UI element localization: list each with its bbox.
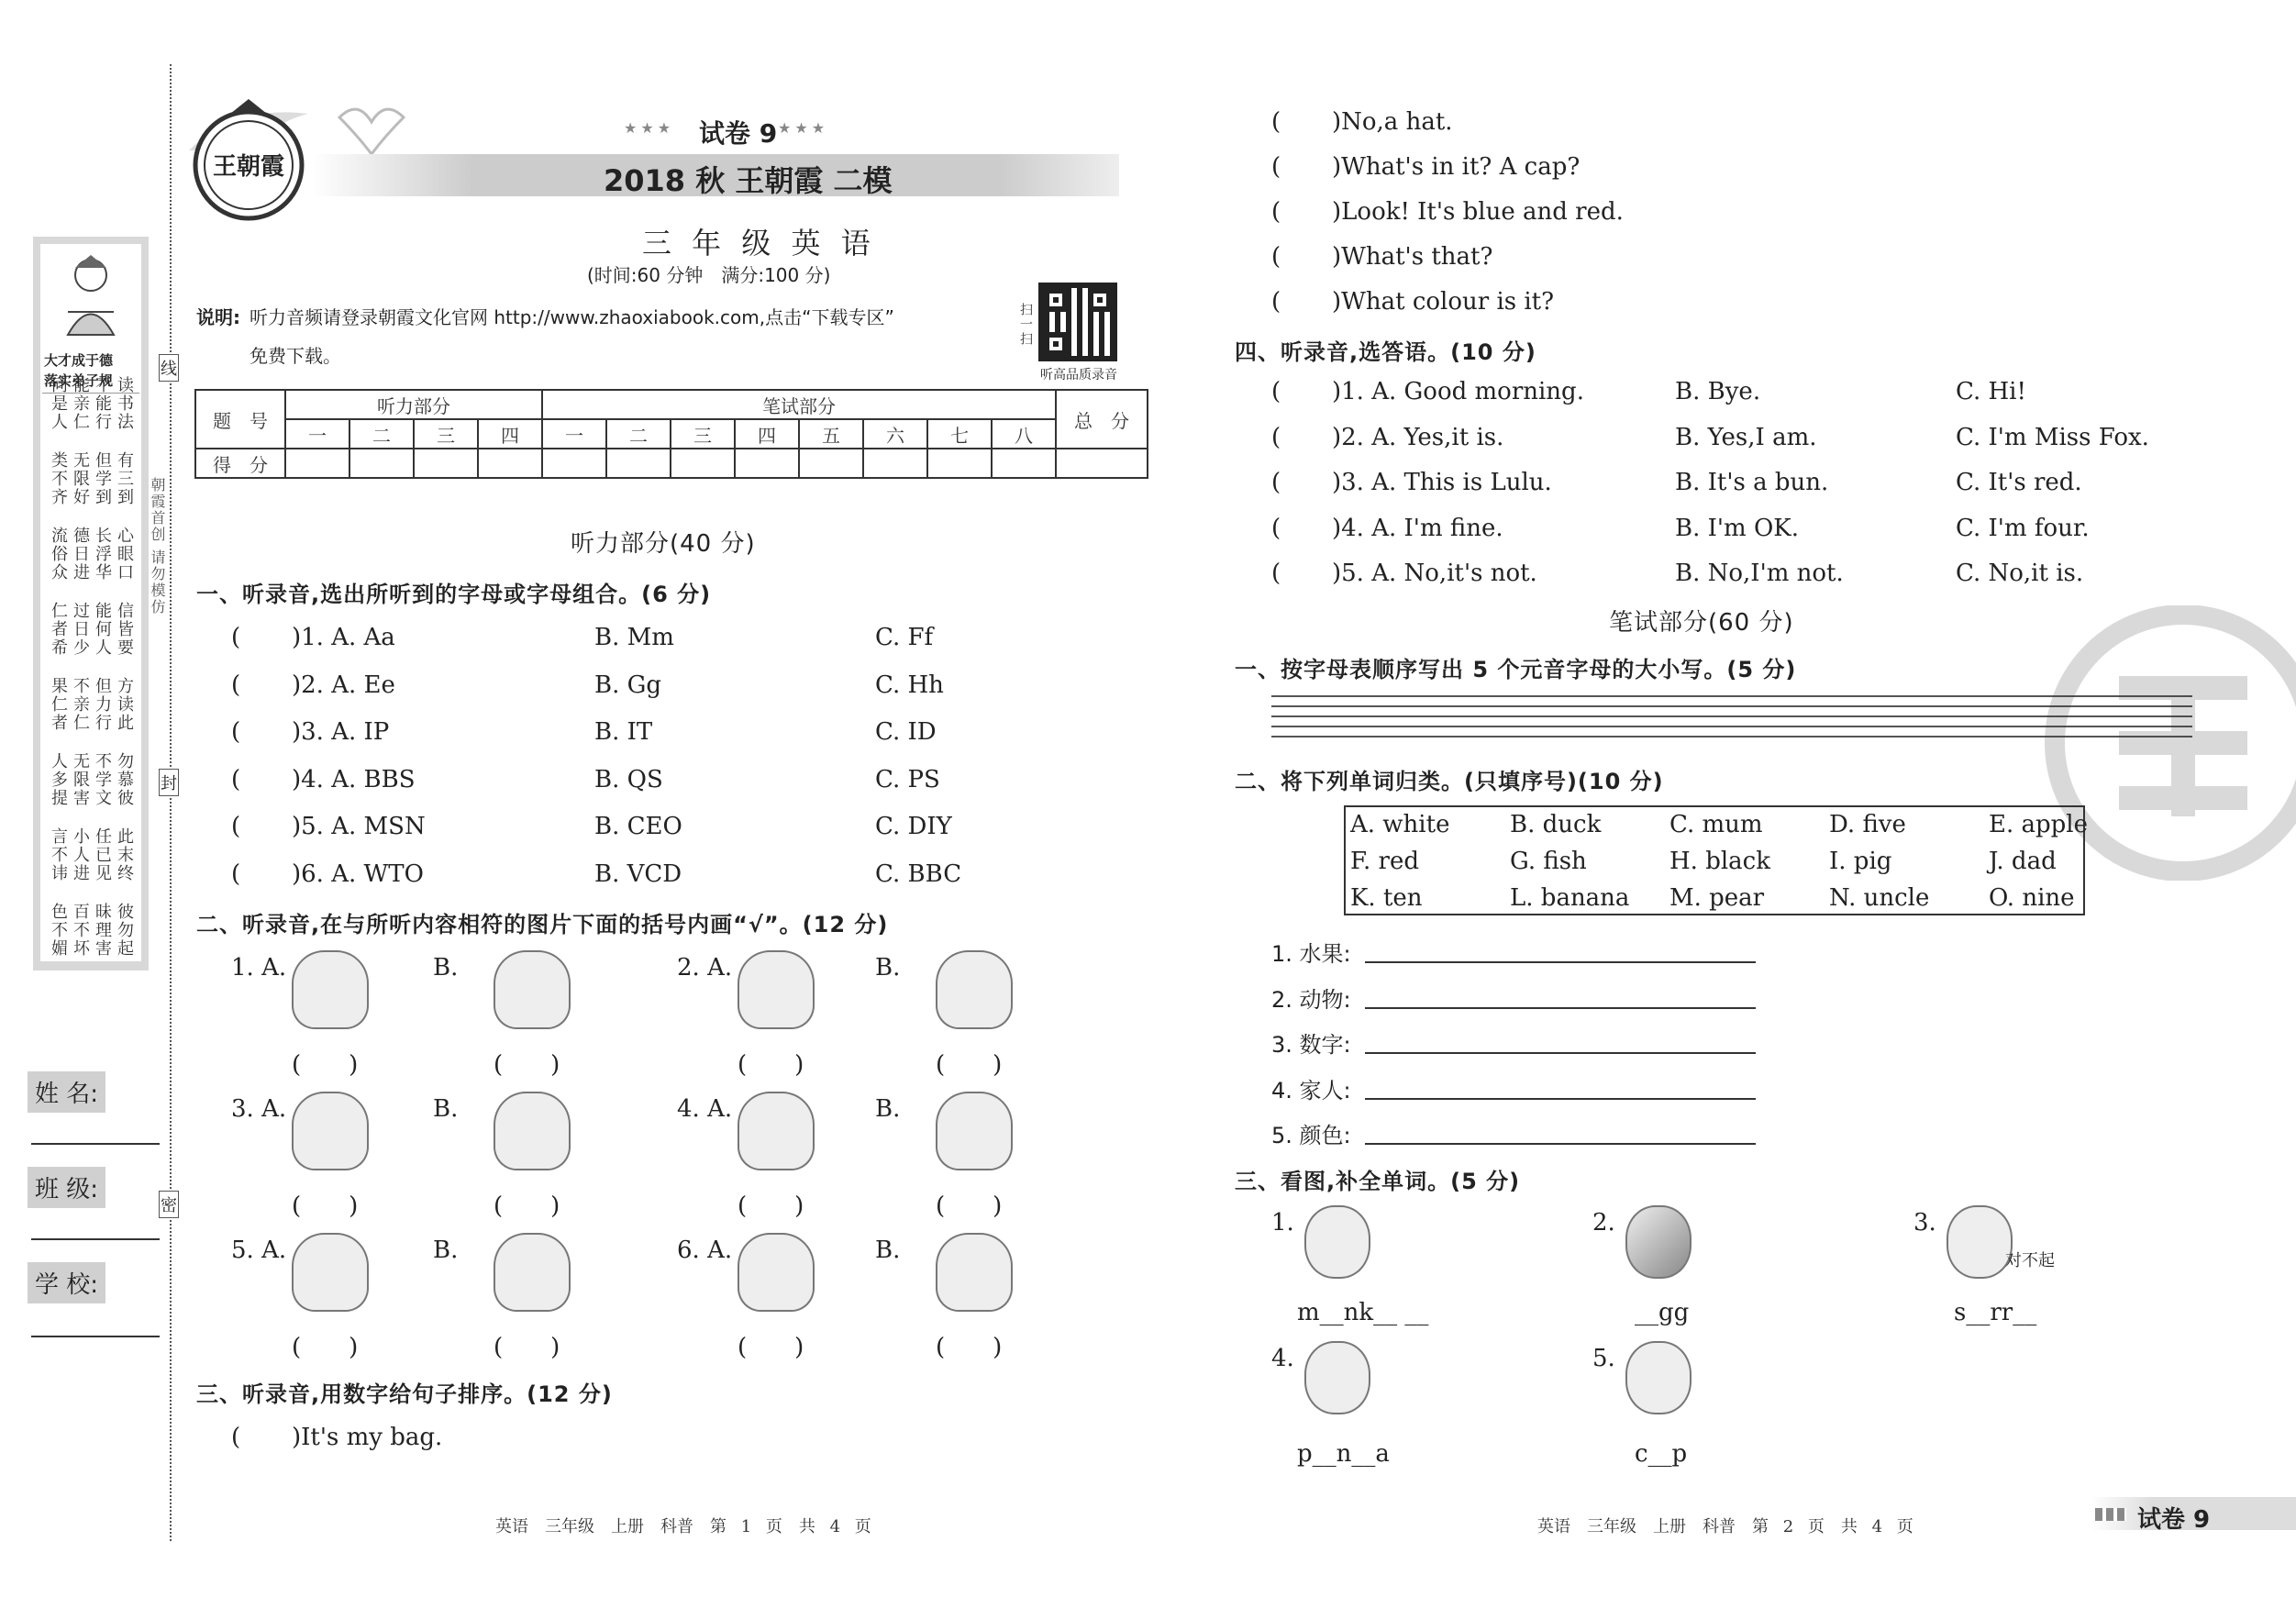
logo-text: 王朝霞 bbox=[212, 153, 285, 181]
cut-label-1: 线 bbox=[159, 354, 179, 382]
footer-left: 英语 三年级 上册 科普 第 1 页 共 4 页 bbox=[495, 1517, 871, 1536]
poem-column: 人多提 bbox=[49, 752, 68, 807]
answer-paren[interactable]: ( bbox=[1271, 288, 1281, 316]
option-a: )1. A. Aa bbox=[292, 624, 395, 651]
word-item: C. mum bbox=[1669, 811, 1763, 838]
q1-title: 一、听录音,选出所听到的字母或字母组合。(6 分) bbox=[196, 582, 712, 607]
row-label-question: 题 号 bbox=[195, 390, 285, 449]
score-cell[interactable] bbox=[735, 449, 799, 478]
option-c: C. Hi! bbox=[1956, 378, 2026, 405]
poem-column: 信皆要 bbox=[115, 602, 134, 657]
answer-paren[interactable]: ( bbox=[231, 1424, 241, 1451]
word-item: J. dad bbox=[1989, 848, 2057, 875]
word-item: H. black bbox=[1669, 848, 1770, 875]
answer-paren[interactable]: ( ) bbox=[292, 1192, 359, 1220]
sorry-note: 对不起 bbox=[2005, 1251, 2055, 1270]
w1-title: 一、按字母表顺序写出 5 个元音字母的大小写。(5 分) bbox=[1235, 657, 1797, 682]
writing-title: 笔试部分(60 分) bbox=[1609, 609, 1794, 637]
score-cell[interactable] bbox=[992, 449, 1056, 478]
picture-label: B. bbox=[433, 954, 459, 981]
school-label: 学 校: bbox=[28, 1262, 105, 1303]
option-c: C. I'm Miss Fox. bbox=[1956, 423, 2149, 451]
category-answer-line[interactable] bbox=[1365, 961, 1756, 963]
total-cell[interactable] bbox=[1056, 449, 1148, 478]
category-answer-line[interactable] bbox=[1365, 1052, 1756, 1054]
poem-column: 不亲仁 bbox=[71, 677, 90, 732]
word-item: A. white bbox=[1350, 811, 1450, 838]
score-cell[interactable] bbox=[927, 449, 992, 478]
category-label: 4. 家人: bbox=[1271, 1077, 1351, 1103]
poem-column: 类不齐 bbox=[49, 451, 68, 506]
word-item: N. uncle bbox=[1829, 884, 1930, 912]
option-b: B. Mm bbox=[594, 624, 674, 651]
footer-tag-squares bbox=[2095, 1508, 2126, 1521]
answer-paren[interactable]: ( ) bbox=[936, 1192, 1003, 1220]
watermark-seal bbox=[2027, 605, 2296, 881]
option-b: B. It's a bun. bbox=[1675, 469, 1829, 496]
score-cell[interactable] bbox=[671, 449, 735, 478]
answer-paren[interactable]: ( bbox=[1271, 469, 1281, 496]
category-answer-line[interactable] bbox=[1365, 1098, 1756, 1100]
class-line bbox=[31, 1238, 160, 1240]
blank-word[interactable]: p__n__a bbox=[1297, 1440, 1390, 1468]
scholar-icon bbox=[40, 248, 141, 349]
poem-column: 此末终 bbox=[115, 827, 134, 882]
listening-group: 听力部分 bbox=[285, 390, 542, 419]
option-c: C. Hh bbox=[875, 671, 944, 699]
poem-column: 果仁者 bbox=[49, 677, 68, 732]
egg-icon bbox=[1625, 1205, 1691, 1279]
score-table bbox=[194, 389, 1148, 479]
answer-paren[interactable]: ( bbox=[1271, 108, 1281, 136]
picture-label: 5. A. bbox=[231, 1237, 287, 1264]
score-cell[interactable] bbox=[349, 449, 414, 478]
poem-column: 不学文 bbox=[93, 752, 112, 807]
sentence: )What's that? bbox=[1332, 243, 1493, 271]
answer-paren[interactable]: ( bbox=[231, 813, 241, 840]
answer-paren[interactable]: ( bbox=[1271, 378, 1281, 405]
picture-label: B. bbox=[433, 1095, 459, 1123]
option-a: )2. A. Ee bbox=[292, 671, 395, 699]
sorry-boy-icon bbox=[1947, 1205, 2013, 1279]
word-item: K. ten bbox=[1350, 884, 1423, 912]
poem-column: 彼勿起 bbox=[115, 903, 134, 958]
option-c: C. No,it is. bbox=[1956, 560, 2084, 587]
option-a: )2. A. Yes,it is. bbox=[1332, 423, 1504, 451]
bird-icon bbox=[494, 950, 571, 1029]
option-a: )5. A. MSN bbox=[292, 813, 426, 840]
note-text-2: 免费下载。 bbox=[250, 345, 341, 367]
option-a: )5. A. No,it's not. bbox=[1332, 560, 1537, 587]
blank-word[interactable]: __gg bbox=[1635, 1299, 1690, 1326]
cut-label-2: 封 bbox=[159, 769, 179, 796]
col-w6: 六 bbox=[863, 419, 927, 449]
category-label: 2. 动物: bbox=[1271, 986, 1351, 1013]
poem-column: 勿慕彼 bbox=[115, 752, 134, 807]
q2-title: 二、听录音,在与所听内容相符的图片下面的括号内画“√”。(12 分) bbox=[196, 912, 889, 937]
col-w5: 五 bbox=[799, 419, 863, 449]
poem-column: 方读此 bbox=[115, 677, 134, 732]
poem-column: 昧理害 bbox=[93, 903, 112, 958]
name-label: 姓 名: bbox=[28, 1071, 105, 1113]
category-answer-line[interactable] bbox=[1365, 1143, 1756, 1145]
option-c: C. ID bbox=[875, 718, 937, 746]
answer-paren[interactable]: ( ) bbox=[494, 1051, 560, 1079]
option-a: )6. A. WTO bbox=[292, 859, 424, 888]
q4-title: 四、听录音,选答语。(10 分) bbox=[1235, 339, 1536, 365]
option-b: B. Yes,I am. bbox=[1675, 423, 1817, 451]
category-label: 5. 颜色: bbox=[1271, 1123, 1351, 1148]
sentence: )No,a hat. bbox=[1332, 108, 1453, 136]
col-w4: 四 bbox=[735, 419, 799, 449]
cut-label-3: 密 bbox=[159, 1191, 179, 1218]
option-a: )4. A. BBS bbox=[292, 765, 416, 793]
answer-paren[interactable]: ( bbox=[231, 765, 241, 793]
binding-dotted-line bbox=[170, 64, 172, 1541]
girl-crying-icon bbox=[936, 1233, 1013, 1312]
picture-label: 6. A. bbox=[677, 1237, 733, 1264]
sentence: )Look! It's blue and red. bbox=[1332, 198, 1624, 226]
answer-paren[interactable]: ( bbox=[231, 859, 241, 888]
woman-icon bbox=[936, 950, 1013, 1029]
score-cell[interactable] bbox=[863, 449, 927, 478]
man-icon bbox=[738, 950, 815, 1029]
picture-label: 2. A. bbox=[677, 954, 733, 981]
poem-column: 百不坏 bbox=[71, 903, 90, 958]
col-l2: 二 bbox=[349, 419, 414, 449]
option-a: )1. A. Good morning. bbox=[1332, 378, 1584, 405]
col-w1: 一 bbox=[542, 419, 606, 449]
option-c: C. It's red. bbox=[1956, 469, 2082, 496]
answer-paren[interactable]: ( bbox=[1271, 153, 1281, 181]
schoolbag-icon bbox=[292, 1092, 369, 1170]
option-a: )3. A. This is Lulu. bbox=[1332, 469, 1552, 496]
panda-icon bbox=[1304, 1341, 1370, 1414]
col-w8: 八 bbox=[992, 419, 1056, 449]
picture-number: 1. bbox=[1271, 1209, 1294, 1237]
blank-word[interactable]: c__p bbox=[1635, 1440, 1688, 1468]
man-glasses-icon bbox=[936, 1092, 1013, 1170]
woman-curly-icon bbox=[738, 1092, 815, 1170]
poem-column: 能何人 bbox=[93, 602, 112, 657]
blank-word[interactable]: m__nk__ __ bbox=[1297, 1299, 1429, 1326]
col-w2: 二 bbox=[606, 419, 671, 449]
paper-number: 试卷 9 bbox=[699, 118, 778, 149]
col-w3: 三 bbox=[671, 419, 735, 449]
picture-number: 4. bbox=[1271, 1345, 1294, 1372]
poem-column: 过日少 bbox=[71, 602, 90, 657]
answer-paren[interactable]: ( bbox=[1271, 423, 1281, 451]
col-l1: 一 bbox=[285, 419, 349, 449]
word-item: O. nine bbox=[1989, 884, 2075, 912]
poem-column: 任已见 bbox=[93, 827, 112, 882]
answer-paren[interactable]: ( bbox=[231, 718, 241, 746]
answer-paren[interactable]: ( ) bbox=[494, 1192, 560, 1220]
poem-column: 但力行 bbox=[93, 677, 112, 732]
poem-column: 但学到 bbox=[93, 451, 112, 506]
option-b: B. No,I'm not. bbox=[1675, 560, 1844, 587]
option-a: )3. A. IP bbox=[292, 718, 390, 746]
name-line bbox=[31, 1143, 160, 1145]
option-c: C. I'm four. bbox=[1956, 514, 2090, 542]
picture-label: 1. A. bbox=[231, 954, 287, 981]
option-b: B. Bye. bbox=[1675, 378, 1761, 405]
stars-left: ★★★ bbox=[624, 119, 675, 137]
score-cell[interactable] bbox=[414, 449, 478, 478]
monkey-icon bbox=[1304, 1205, 1370, 1279]
score-cell[interactable] bbox=[606, 449, 671, 478]
answer-paren[interactable]: ( ) bbox=[738, 1051, 804, 1079]
answer-paren[interactable]: ( ) bbox=[936, 1334, 1003, 1361]
qr-caption: 听高品质录音 bbox=[1040, 368, 1117, 383]
score-cell[interactable] bbox=[542, 449, 606, 478]
w3-title: 三、看图,补全单词。(5 分) bbox=[1235, 1169, 1521, 1194]
option-b: B. VCD bbox=[594, 859, 682, 888]
word-item: L. banana bbox=[1510, 884, 1630, 912]
q3-title: 三、听录音,用数字给句子排序。(12 分) bbox=[196, 1381, 613, 1407]
answer-paren[interactable]: ( ) bbox=[292, 1334, 359, 1361]
poem-column: 德日进 bbox=[71, 527, 90, 582]
answer-paren[interactable]: ( bbox=[231, 671, 241, 699]
option-b: B. IT bbox=[594, 718, 653, 746]
poem-column: 色不媚 bbox=[49, 903, 68, 958]
option-c: C. DIY bbox=[875, 813, 952, 840]
poem-column: 言不讳 bbox=[49, 827, 68, 882]
option-b: B. CEO bbox=[594, 813, 682, 840]
option-c: C. PS bbox=[875, 765, 940, 793]
poem-column: 读书法 bbox=[115, 376, 134, 431]
note-label: 说明: bbox=[196, 306, 240, 328]
picture-label: B. bbox=[875, 954, 901, 981]
answer-paren[interactable]: ( ) bbox=[738, 1334, 804, 1361]
answer-paren[interactable]: ( bbox=[1271, 198, 1281, 226]
category-label: 1. 水果: bbox=[1271, 941, 1351, 967]
poem-column: 同是人 bbox=[49, 376, 68, 431]
option-b: B. QS bbox=[594, 765, 663, 793]
option-a: )4. A. I'm fine. bbox=[1332, 514, 1503, 542]
poem-column: 心眼口 bbox=[115, 527, 134, 582]
word-item: I. pig bbox=[1829, 848, 1892, 875]
answer-paren[interactable]: ( ) bbox=[292, 1051, 359, 1079]
hen-icon bbox=[292, 950, 369, 1029]
qr-finder-1 bbox=[1044, 288, 1068, 312]
answer-paren[interactable]: ( bbox=[231, 624, 241, 651]
category-answer-line[interactable] bbox=[1365, 1007, 1756, 1009]
qr-finder-3 bbox=[1044, 332, 1068, 356]
word-item: B. duck bbox=[1510, 811, 1602, 838]
col-l3: 三 bbox=[414, 419, 478, 449]
row-label-score: 得 分 bbox=[195, 449, 285, 478]
category-label: 3. 数字: bbox=[1271, 1032, 1351, 1058]
boy-crying-icon bbox=[738, 1233, 815, 1312]
picture-number: 2. bbox=[1592, 1209, 1615, 1237]
picture-label: B. bbox=[875, 1095, 901, 1123]
sentence: )It's my bag. bbox=[292, 1424, 443, 1451]
sentence: )What's in it? A cap? bbox=[1332, 153, 1581, 181]
poem-column: 不能行 bbox=[93, 376, 112, 431]
score-cell[interactable] bbox=[478, 449, 542, 478]
word-item: E. apple bbox=[1989, 811, 2088, 838]
blank-word[interactable]: s__rr__ bbox=[1954, 1299, 2037, 1326]
subject-title: 三 年 级 英 语 bbox=[642, 226, 876, 261]
motto-bottom: 落实弟子规 bbox=[44, 372, 114, 389]
cap-icon bbox=[494, 1092, 571, 1170]
answer-paren[interactable]: ( bbox=[1271, 243, 1281, 271]
footer-right: 英语 三年级 上册 科普 第 2 页 共 4 页 bbox=[1537, 1517, 1913, 1536]
option-c: C. BBC bbox=[875, 859, 962, 888]
total-label: 总 分 bbox=[1056, 390, 1148, 449]
listening-title: 听力部分(40 分) bbox=[571, 530, 756, 558]
qr-finder-2 bbox=[1088, 288, 1112, 312]
cap-icon bbox=[1625, 1341, 1691, 1414]
word-item: M. pear bbox=[1669, 884, 1765, 912]
answer-paren[interactable]: ( ) bbox=[936, 1051, 1003, 1079]
answer-paren[interactable]: ( bbox=[1271, 560, 1281, 587]
score-cell[interactable] bbox=[285, 449, 349, 478]
col-l4: 四 bbox=[478, 419, 542, 449]
option-c: C. Ff bbox=[875, 624, 934, 651]
writing-group: 笔试部分 bbox=[542, 390, 1056, 419]
poem-column: 能亲仁 bbox=[71, 376, 90, 431]
exam-title: 2018 秋 王朝霞 二模 bbox=[604, 163, 893, 198]
picture-label: B. bbox=[875, 1237, 901, 1264]
w2-title: 二、将下列单词归类。(只填序号)(10 分) bbox=[1235, 769, 1664, 794]
answer-paren[interactable]: ( bbox=[1271, 514, 1281, 542]
poem-column: 仁者希 bbox=[49, 602, 68, 657]
col-w7: 七 bbox=[927, 419, 992, 449]
school-line bbox=[31, 1336, 160, 1337]
poem-column: 长浮华 bbox=[93, 527, 112, 582]
motto-top: 大才成于德 bbox=[44, 352, 114, 369]
word-item: F. red bbox=[1350, 848, 1419, 875]
note-text: 听力音频请登录朝霞文化官网 http://www.zhaoxiabook.com,点击“下载专区” bbox=[250, 306, 894, 328]
poem-column: 小人进 bbox=[71, 827, 90, 882]
option-b: B. I'm OK. bbox=[1675, 514, 1799, 542]
poem-column: 无限好 bbox=[71, 451, 90, 506]
apple-icon bbox=[292, 1233, 369, 1312]
stars-right: ★★★ bbox=[778, 119, 829, 137]
option-b: B. Gg bbox=[594, 671, 662, 699]
picture-label: B. bbox=[433, 1237, 459, 1264]
banana-icon bbox=[494, 1233, 571, 1312]
word-item: G. fish bbox=[1510, 848, 1587, 875]
class-label: 班 级: bbox=[28, 1167, 105, 1208]
picture-number: 5. bbox=[1592, 1345, 1615, 1372]
qr-code[interactable] bbox=[1038, 283, 1117, 361]
poem-column: 无限害 bbox=[71, 752, 90, 807]
score-cell[interactable] bbox=[799, 449, 863, 478]
poem-column: 流俗众 bbox=[49, 527, 68, 582]
qr-side-label: 扫一扫 bbox=[1018, 303, 1033, 347]
footer-tag: 试卷 9 bbox=[2137, 1506, 2211, 1534]
time-info: (时间:60 分钟 满分:100 分) bbox=[587, 264, 831, 286]
copyright-note: 朝霞首创 请勿模仿 bbox=[149, 477, 166, 616]
answer-paren[interactable]: ( ) bbox=[738, 1192, 804, 1220]
answer-paren[interactable]: ( ) bbox=[494, 1334, 560, 1361]
word-item: D. five bbox=[1829, 811, 1906, 838]
picture-label: 4. A. bbox=[677, 1095, 733, 1123]
picture-number: 3. bbox=[1913, 1209, 1936, 1237]
poem-column: 有三到 bbox=[115, 451, 134, 506]
picture-label: 3. A. bbox=[231, 1095, 287, 1123]
sentence: )What colour is it? bbox=[1332, 288, 1555, 316]
